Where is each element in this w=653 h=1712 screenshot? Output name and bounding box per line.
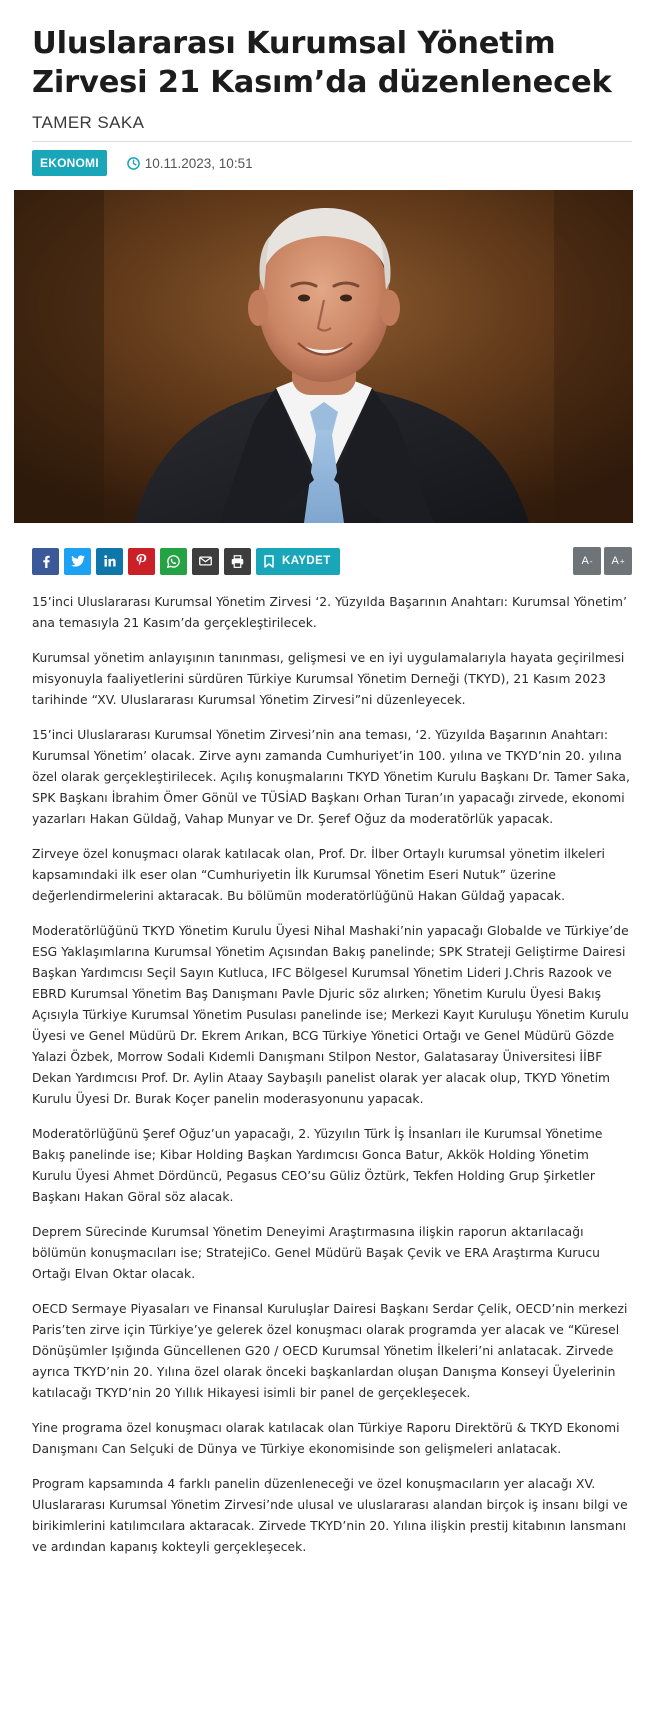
twitter-icon: [71, 555, 85, 567]
share-twitter-button[interactable]: [64, 548, 91, 575]
font-increase-sup: +: [619, 556, 625, 566]
article-body: [32, 592, 632, 1558]
print-icon: [231, 555, 244, 568]
share-email-button[interactable]: [192, 548, 219, 575]
print-button[interactable]: [224, 548, 251, 575]
article-paragraph: 15’inci Uluslararası Kurumsal Yönetim Zirvesi ‘2. Yüzyılda Başarının Anahtarı: Kurumsal Yönetim’ ana temasıyla 21 Kasım’da gerçekleştirilecek.: [32, 595, 628, 630]
share-linkedin-button[interactable]: [96, 548, 123, 575]
font-increase-button[interactable]: [604, 547, 632, 575]
article-header: [14, 24, 653, 177]
publish-date: [127, 156, 253, 171]
share-facebook-button[interactable]: [32, 548, 59, 575]
pinterest-icon: [136, 554, 147, 568]
whatsapp-icon: [167, 555, 180, 568]
share-pinterest-button[interactable]: [128, 548, 155, 575]
font-size-controls: [570, 547, 632, 575]
article-title: Uluslararası Kurumsal Yönetim Zirvesi 21 Kasım’da düzenlenecek: [32, 26, 612, 100]
article-paragraph: Zirveye özel konuşmacı olarak katılacak olan, Prof. Dr. İlber Ortaylı kurumsal yönetim ilkeleri kapsamındaki ilk eser olan “Cumhuriyetin İlk Kurumsal Yönetim Eseri Nutuk” üzerine değerlendirmelerini aktaracak. Bu bölümün moderatörlüğünü Hakan Güldağ yapacak.: [32, 847, 605, 903]
facebook-icon: [40, 555, 52, 568]
article-paragraph: Moderatörlüğünü Şeref Oğuz’un yapacağı, 2. Yüzyılın Türk İş İnsanları ile Kurumsal Yönetime Bakış panelinde ise; Kibar Holding Başkan Yardımcısı Gonca Batur, Akkök Holding Yönetim Kurulu Üyesi Ahmet Dördüncü, Pegasus CEO’su Güliz Öztürk, Tekfen Holding Grup Şirketler Başkanı Hakan Göral söz alacak.: [32, 1127, 603, 1204]
hero-image: [14, 190, 633, 523]
author-name[interactable]: TAMER SAKA: [32, 113, 632, 142]
article-paragraph: OECD Sermaye Piyasaları ve Finansal Kuruluşlar Dairesi Başkanı Serdar Çelik, OECD’nin merkezi Paris’ten zirve için Türkiye’ye gelerek özel konuşmacı olarak programda yer alacak ve “Küresel Dönüşümler Işığında Güncellenen G20 / OECD Kurumsal Yönetim İlkeleri’ni anlatacak. Zirvede ayrıca TKYD’nin 20. Yılına özel olarak önceki başkanlardan oluşan Danışma Konseyi Üyelerinin katılacağı TKYD’nin 20 Yıllık Hikayesi isimli bir panel de gerçekleşecek.: [32, 1302, 628, 1400]
article-paragraph: Yine programa özel konuşmacı olarak katılacak olan Türkiye Raporu Direktörü & TKYD Ekonomi Danışmanı Can Selçuki de Dünya ve Türkiye ekonomisinde son gelişmeleri anlatacak.: [32, 1421, 620, 1456]
article-meta: [32, 149, 632, 177]
article-paragraph: Program kapsamında 4 farklı panelin düzenleneceği ve özel konuşmacıların yer alacağı XV. Uluslararası Kurumsal Yönetim Zirvesi’nde ulusal ve uluslararası alandan birçok iş insanı bilgi ve birikimlerini katılımcılara aktaracak. Zirvede TKYD’nin 20. Yılına ilişkin prestij kitabının lansmanı ve ardından kapanış kokteyli gerçekleşecek.: [32, 1477, 628, 1554]
font-decrease-sup: -: [589, 556, 593, 566]
bookmark-icon: [264, 555, 274, 568]
article-paragraph: 15’inci Uluslararası Kurumsal Yönetim Zirvesi’nin ana teması, ‘2. Yüzyılda Başarının Anahtarı: Kurumsal Yönetim’ olacak. Zirve aynı zamanda Cumhuriyet’in 100. yılına ve TKYD’nin 20. yılına özel olarak gerçekleştirilecek. Açılış konuşmalarını TKYD Yönetim Kurulu Başkanı Dr. Tamer Saka, SPK Başkanı İbrahim Ömer Gönül ve TÜSİAD Başkanı Orhan Turan’ın yapacağı zirvede, ekonomi yazarları Hakan Güldağ, Vahap Munyar ve Dr. Şeref Oğuz da moderatörlük yapacak.: [32, 728, 630, 826]
email-icon: [199, 556, 212, 566]
save-button-label: KAYDET: [282, 555, 331, 567]
share-toolbar: [32, 547, 632, 575]
font-increase-label: A: [611, 555, 619, 567]
font-decrease-button[interactable]: [573, 547, 601, 575]
article-paragraph: Moderatörlüğünü TKYD Yönetim Kurulu Üyesi Nihal Mashaki’nin yapacağı Globalde ve Türkiye’de ESG Yaklaşımlarına Kurumsal Yönetim Açısından Bakış panelinde; SPK Strateji Geliştirme Dairesi Başkan Yardımcısı Seçil Sayın Kutluca, IFC Bölgesel Kurumsal Yönetim Lideri J.Chris Razook ve EBRD Kurumsal Yönetim Baş Danışmanı Pavle Djuric söz alırken; Yönetim Kurulu Üyesi Bakış Açısıyla Türkiye Kurumsal Yönetim Pusulası panelinde ise; Merkezi Kayıt Kuruluşu Yönetim Kurulu Üyesi ve Genel Müdürü Dr. Ekrem Arıkan, BCG Türkiye Yönetici Ortağı ve Genel Müdürü Gözde Yalazi Özbek, Morrow Sodali Kıdemli Danışmanı Stilpon Nestor, Galatasaray Üniversitesi İİBF Dekan Yardımcısı Prof. Dr. Aylin Ataay Saybaşılı panelist olarak yer alacak olup, TKYD Yönetim Kurulu Üyesi Dr. Burak Koçer panelin moderasyonunu yapacak.: [32, 924, 629, 1106]
article-paragraph: Deprem Sürecinde Kurumsal Yönetim Deneyimi Araştırmasına ilişkin raporun aktarılacağı bölümün konuşmacıları ise; StratejiCo. Genel Müdürü Başak Çevik ve ERA Araştırma Kurucu Ortağı Elvan Oktar olacak.: [32, 1225, 600, 1281]
article-paragraph: Kurumsal yönetim anlayışının tanınması, gelişmesi ve en iyi uygulamalarıyla hayata geçirilmesi misyonuyla faaliyetlerini sürdüren Türkiye Kurumsal Yönetim Derneği (TKYD), 21 Kasım 2023 tarihinde “XV. Uluslararası Kurumsal Yönetim Zirvesi”ni düzenleyecek.: [32, 651, 625, 707]
font-decrease-label: A: [581, 555, 589, 567]
article: [14, 12, 653, 1572]
linkedin-icon: [104, 555, 116, 567]
portrait-photo: [14, 190, 633, 523]
save-button[interactable]: [256, 548, 340, 575]
clock-icon: [127, 157, 140, 170]
publish-date-text: 10.11.2023, 10:51: [144, 155, 253, 171]
share-whatsapp-button[interactable]: [160, 548, 187, 575]
category-badge[interactable]: EKONOMI: [32, 150, 107, 176]
